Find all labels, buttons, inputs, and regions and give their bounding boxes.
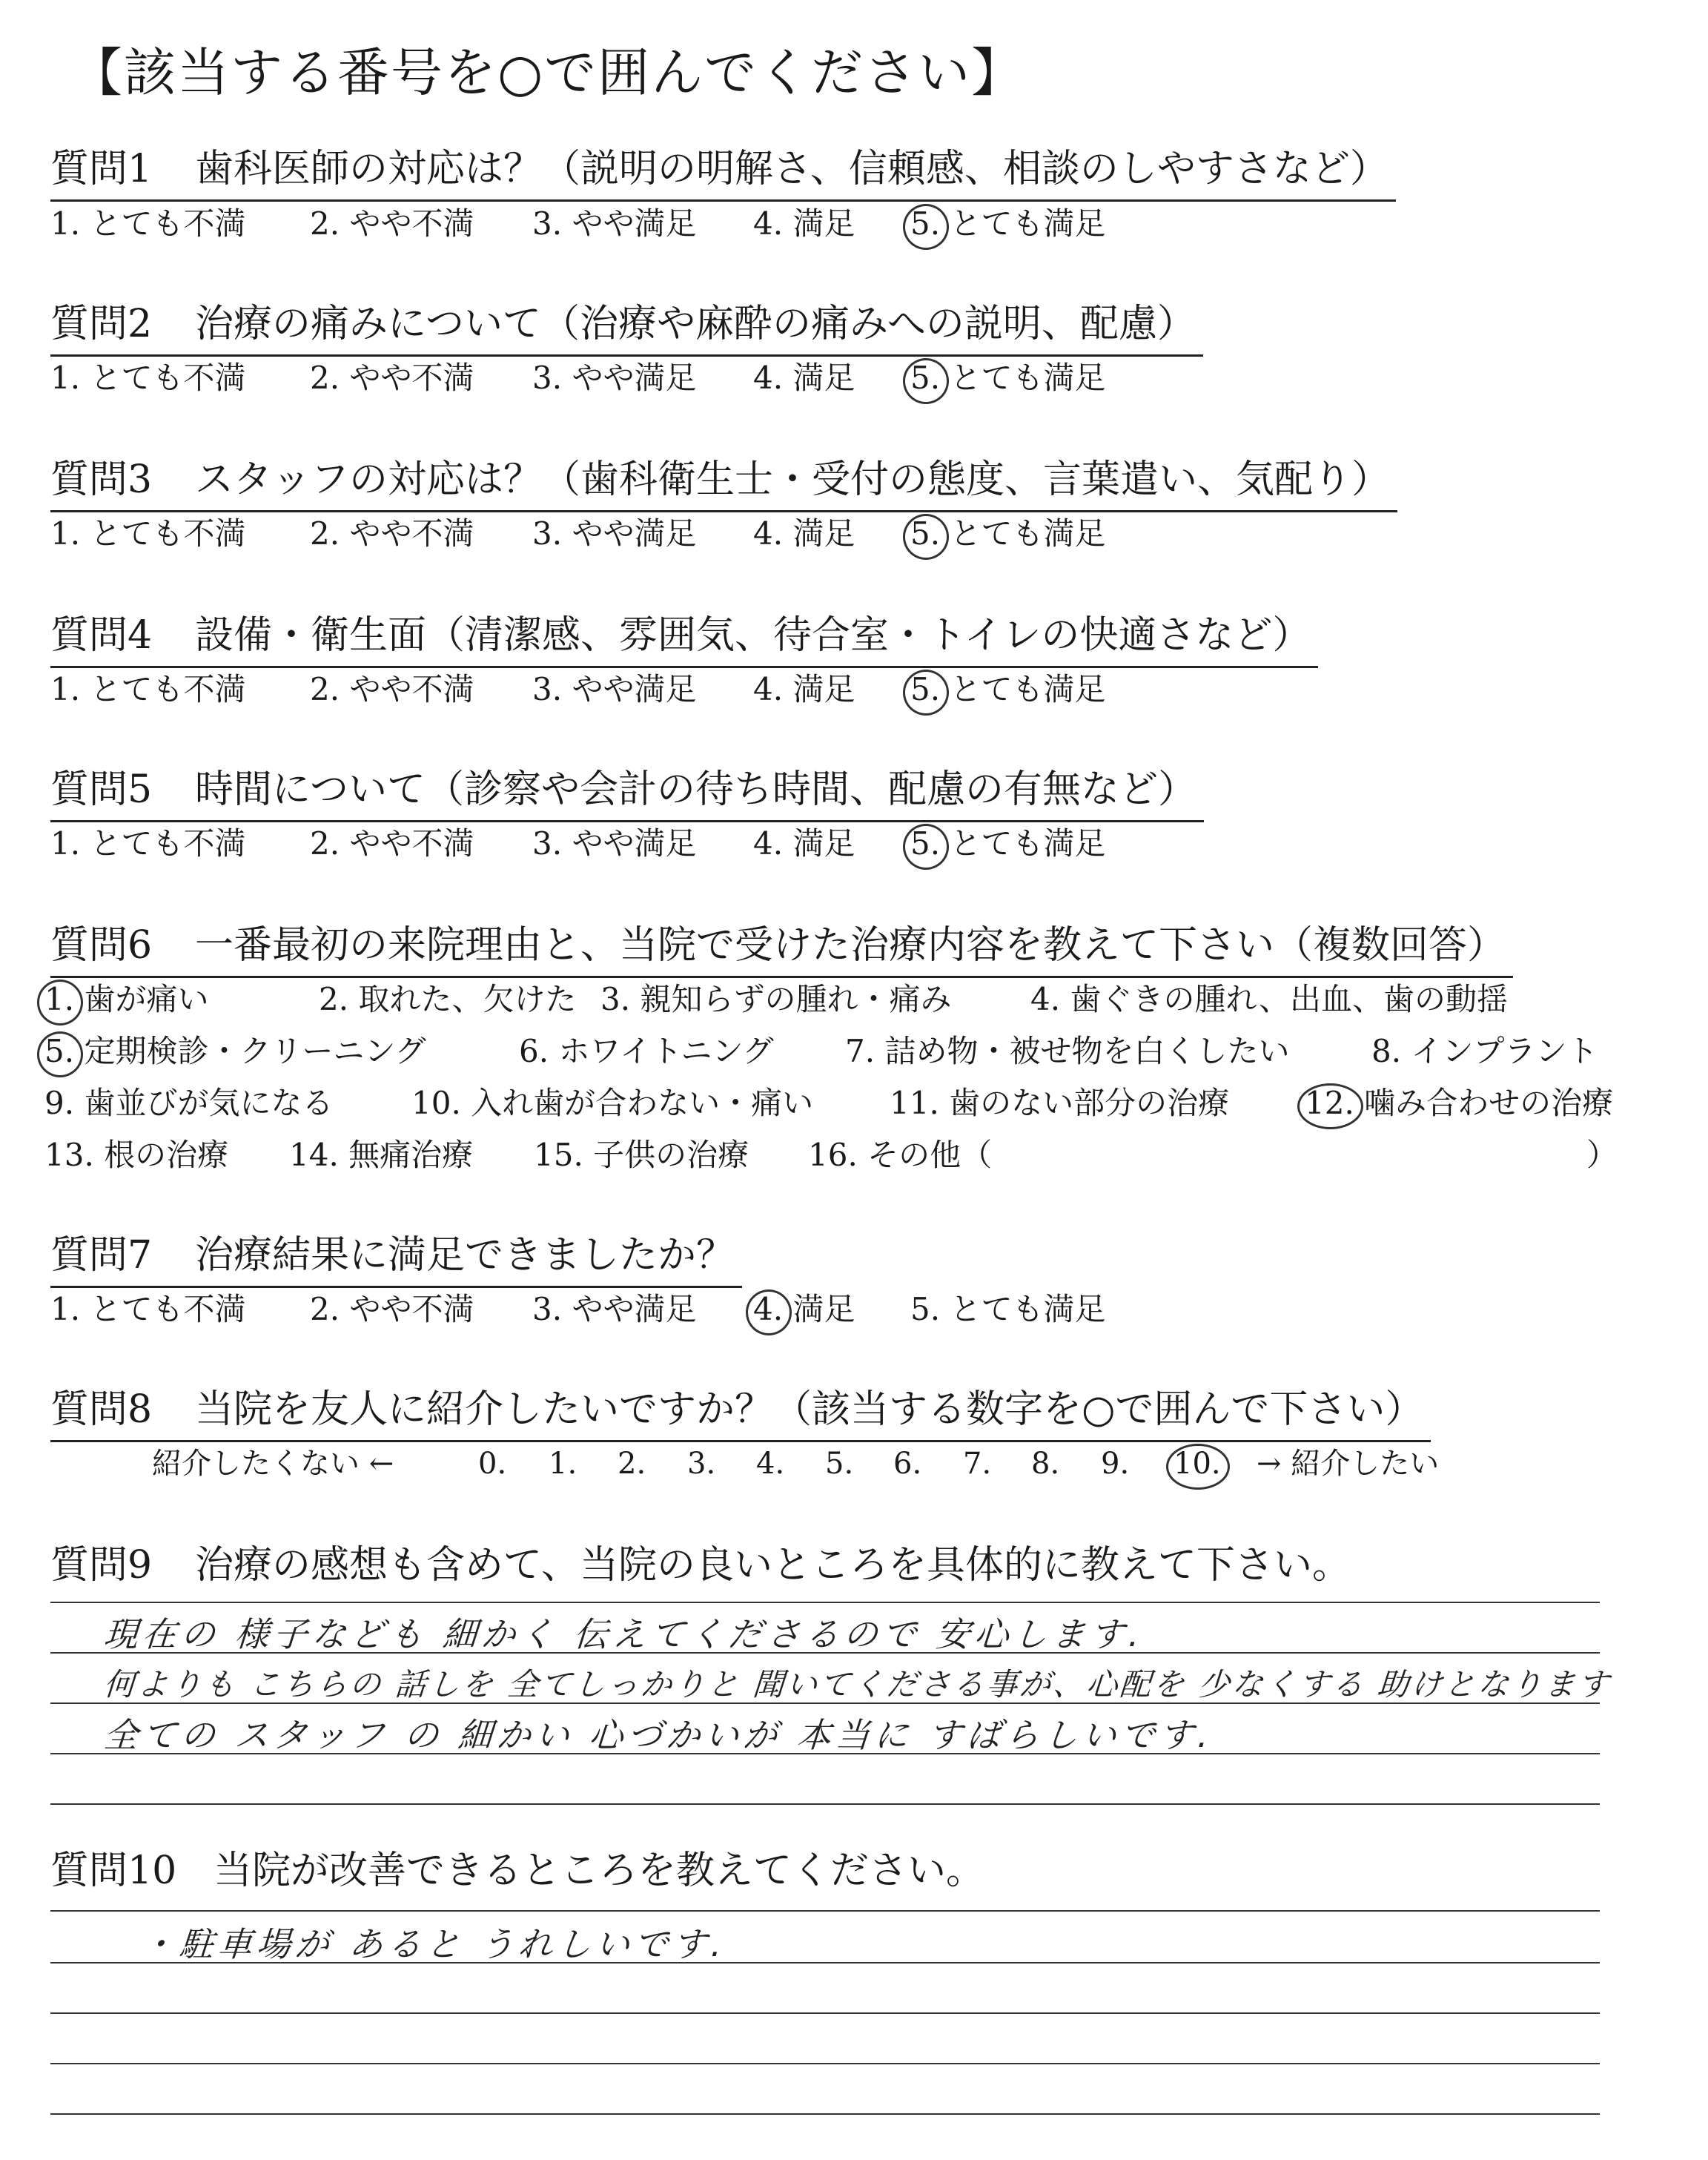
scale-number[interactable]: 0. xyxy=(478,1447,507,1481)
question-number: 質問7 xyxy=(50,1233,153,1278)
option-label: 満足 xyxy=(792,825,855,862)
question-2-heading xyxy=(50,298,1203,357)
q6-other-close-paren: ） xyxy=(1586,1137,1618,1173)
option-label: とても不満 xyxy=(90,1291,246,1327)
option-number-circled[interactable]: 5. xyxy=(44,1029,74,1074)
option-label: 親知らずの腫れ・痛み xyxy=(640,981,952,1017)
question-text: 当院が改善できるところを教えてください。 xyxy=(214,1849,985,1893)
scale-number[interactable]: 7. xyxy=(963,1447,992,1481)
option-number[interactable]: 2. xyxy=(310,825,340,862)
scale-number[interactable]: 6. xyxy=(893,1447,922,1481)
option-number[interactable]: 1. xyxy=(50,671,81,707)
question-7-heading xyxy=(50,1229,742,1288)
option-number-circled[interactable]: 5. xyxy=(910,356,940,400)
question-number: 質問10 xyxy=(50,1849,177,1893)
option-label: やや満足 xyxy=(572,825,697,862)
option-number[interactable]: 9. xyxy=(44,1085,75,1121)
recommend-scale xyxy=(152,1441,1486,1486)
option-label: 満足 xyxy=(792,205,855,242)
option-label: やや不満 xyxy=(349,671,474,707)
option-number[interactable]: 11. xyxy=(890,1085,939,1121)
option-label: 満足 xyxy=(792,360,855,396)
question-8-heading xyxy=(50,1384,1431,1442)
question-number: 質問4 xyxy=(50,613,153,658)
handwritten-answer-q9-line3: 全ての スタッフ の 細かい 心づかいが 本当に すばらしいです. xyxy=(102,1715,1215,1755)
question-10-heading xyxy=(50,1845,984,1897)
option-number[interactable]: 1. xyxy=(50,1291,81,1327)
answer-line xyxy=(50,1602,1600,1603)
rating-row-q7 xyxy=(50,1287,1237,1332)
scale-number[interactable]: 4. xyxy=(756,1447,785,1481)
option-number[interactable]: 1. xyxy=(50,360,81,396)
handwritten-answer-q9-line1: 現在の 様子なども 細かく 伝えてくださるので 安心します. xyxy=(102,1614,1146,1654)
option-label: 歯ぐきの腫れ、出血、歯の動揺 xyxy=(1070,981,1508,1017)
answer-line xyxy=(50,2113,1600,2115)
question-6-heading xyxy=(50,919,1513,978)
question-text: 治療の痛みについて（治療や麻酔の痛みへの説明、配慮） xyxy=(195,302,1196,346)
option-label: やや不満 xyxy=(349,205,474,242)
q6-row-2 xyxy=(44,1029,1675,1074)
question-number: 質問9 xyxy=(50,1543,153,1588)
option-number[interactable]: 3. xyxy=(532,671,563,707)
option-label: 詰め物・被せ物を白くしたい xyxy=(884,1033,1290,1069)
option-label: とても満足 xyxy=(950,205,1106,242)
option-number[interactable]: 1. xyxy=(50,515,81,552)
option-label: 定期検診・クリーニング xyxy=(84,1033,426,1069)
option-number[interactable]: 3. xyxy=(532,205,563,242)
option-label: 歯のない部分の治療 xyxy=(949,1085,1230,1121)
answer-line xyxy=(50,2012,1600,2014)
option-label: やや満足 xyxy=(572,671,697,707)
option-number[interactable]: 3. xyxy=(532,515,563,552)
question-number: 質問1 xyxy=(50,147,153,191)
option-number[interactable]: 10. xyxy=(411,1085,461,1121)
option-number[interactable]: 8. xyxy=(1371,1033,1402,1069)
rating-row-q5 xyxy=(50,822,1237,866)
option-number[interactable]: 4. xyxy=(1030,981,1061,1017)
option-number[interactable]: 1. xyxy=(50,205,81,242)
option-label: 取れた、欠けた xyxy=(358,981,577,1017)
option-label: 子供の治療 xyxy=(593,1137,749,1173)
handwritten-answer-q10-line1: ・駐車場が あると うれしいです. xyxy=(139,1924,728,1964)
option-label: やや不満 xyxy=(349,360,474,396)
option-label: とても満足 xyxy=(950,1291,1106,1327)
option-number-circled[interactable]: 5. xyxy=(910,202,940,246)
option-number[interactable]: 1. xyxy=(50,825,81,862)
scale-number[interactable]: 2. xyxy=(618,1447,646,1481)
question-text: 歯科医師の対応は？（説明の明解さ、信頼感、相談のしやすさなど） xyxy=(195,147,1388,191)
option-number[interactable]: 16. xyxy=(808,1137,858,1173)
option-label: とても不満 xyxy=(90,825,246,862)
option-number[interactable]: 5. xyxy=(910,1291,941,1327)
option-number[interactable]: 3. xyxy=(532,1291,563,1327)
option-label: とても不満 xyxy=(90,671,246,707)
option-label: やや満足 xyxy=(572,1291,697,1327)
option-label: とても不満 xyxy=(90,515,246,552)
option-label: その他（ xyxy=(867,1137,993,1173)
option-number[interactable]: 3. xyxy=(532,825,563,862)
option-number[interactable]: 3. xyxy=(532,360,563,396)
option-label: やや満足 xyxy=(572,360,697,396)
question-number: 質問8 xyxy=(50,1387,153,1432)
option-number-circled[interactable]: 1. xyxy=(44,977,74,1022)
scale-number[interactable]: 3. xyxy=(687,1447,716,1481)
question-5-heading xyxy=(50,764,1204,822)
option-label: とても不満 xyxy=(90,360,246,396)
option-number-circled[interactable]: 5. xyxy=(910,667,940,712)
rating-row-q4 xyxy=(50,667,1237,712)
question-number: 質問2 xyxy=(50,302,153,346)
question-text: 一番最初の来院理由と、当院で受けた治療内容を教えて下さい（複数回答） xyxy=(195,923,1506,968)
question-1-heading xyxy=(50,143,1396,202)
option-label: 満足 xyxy=(792,515,855,552)
handwritten-answer-q9-line2: 何よりも こちらの 話しを 全てしっかりと 聞いてくださる事が、心配を 少なくする 助けとなります xyxy=(102,1666,1612,1702)
scale-right-label: → 紹介したい xyxy=(1257,1447,1440,1481)
question-9-heading xyxy=(50,1539,1351,1591)
question-4-heading xyxy=(50,610,1318,668)
option-label: とても満足 xyxy=(950,671,1106,707)
option-number[interactable]: 2. xyxy=(310,205,340,242)
option-label: ホワイトニング xyxy=(558,1033,774,1069)
option-number[interactable]: 2. xyxy=(310,1291,340,1327)
option-label: 無痛治療 xyxy=(348,1137,474,1173)
option-label: 満足 xyxy=(792,1291,855,1327)
option-label: やや不満 xyxy=(349,515,474,552)
option-number[interactable]: 4. xyxy=(753,205,784,242)
scale-number[interactable]: 9. xyxy=(1101,1447,1130,1481)
option-label: とても満足 xyxy=(950,515,1106,552)
option-label: とても不満 xyxy=(90,205,246,242)
option-label: インプラント xyxy=(1411,1033,1598,1069)
question-text: スタッフの対応は？（歯科衛生士・受付の態度、言葉遣い、気配り） xyxy=(195,458,1391,502)
option-number[interactable]: 2. xyxy=(319,981,349,1017)
option-number[interactable]: 13. xyxy=(44,1137,94,1173)
option-number[interactable]: 4. xyxy=(753,825,784,862)
q6-row-3 xyxy=(44,1081,1705,1126)
scale-number-circled[interactable]: 10. xyxy=(1174,1441,1221,1486)
question-text: 時間について（診察や会計の待ち時間、配慮の有無など） xyxy=(195,767,1196,812)
option-number[interactable]: 15. xyxy=(534,1137,583,1173)
answer-line xyxy=(50,1910,1600,1912)
option-number[interactable]: 6. xyxy=(519,1033,549,1069)
option-label: 入れ歯が合わない・痛い xyxy=(471,1085,814,1121)
page-title: 【該当する番号を○で囲んでください】 xyxy=(70,42,1025,103)
answer-line xyxy=(50,1803,1600,1805)
option-number[interactable]: 4. xyxy=(753,671,784,707)
option-label: とても満足 xyxy=(950,825,1106,862)
option-number-circled[interactable]: 4. xyxy=(753,1287,783,1332)
option-number[interactable]: 4. xyxy=(753,360,784,396)
option-number[interactable]: 2. xyxy=(310,360,340,396)
option-number-circled[interactable]: 5. xyxy=(910,822,940,866)
question-3-heading xyxy=(50,454,1397,512)
answer-line xyxy=(50,2063,1600,2064)
rating-row-q2 xyxy=(50,356,1237,400)
option-label: やや不満 xyxy=(349,1291,474,1327)
question-text: 治療結果に満足できましたか？ xyxy=(195,1233,735,1278)
option-label: とても満足 xyxy=(950,360,1106,396)
option-label: 歯が痛い xyxy=(84,981,209,1017)
option-number[interactable]: 2. xyxy=(310,671,340,707)
option-number[interactable]: 14. xyxy=(289,1137,339,1173)
scale-number[interactable]: 1. xyxy=(549,1447,577,1481)
question-text: 治療の感想も含めて、当院の良いところを具体的に教えて下さい。 xyxy=(195,1543,1351,1588)
scale-number[interactable]: 5. xyxy=(825,1447,854,1481)
scale-left-label: 紹介したくない ← xyxy=(152,1447,394,1481)
option-label: 噛み合わせの治療 xyxy=(1364,1085,1614,1121)
option-number[interactable]: 2. xyxy=(310,515,340,552)
scale-number[interactable]: 8. xyxy=(1031,1447,1060,1481)
rating-row-q3 xyxy=(50,512,1237,556)
option-number[interactable]: 4. xyxy=(753,515,784,552)
option-label: 満足 xyxy=(792,671,855,707)
option-label: 根の治療 xyxy=(104,1137,229,1173)
question-text: 設備・衛生面（清潔感、雰囲気、待合室・トイレの快適さなど） xyxy=(195,613,1311,658)
option-number[interactable]: 7. xyxy=(845,1033,875,1069)
option-label: やや満足 xyxy=(572,515,697,552)
option-number[interactable]: 3. xyxy=(600,981,631,1017)
question-text: 当院を友人に紹介したいですか？（該当する数字を○で囲んで下さい） xyxy=(195,1387,1424,1432)
question-number: 質問3 xyxy=(50,458,153,502)
q6-row-4 xyxy=(44,1133,1675,1178)
option-label: やや不満 xyxy=(349,825,474,862)
option-number-circled[interactable]: 5. xyxy=(910,512,940,556)
option-label: やや満足 xyxy=(572,205,697,242)
question-number: 質問5 xyxy=(50,767,153,812)
rating-row-q1 xyxy=(50,202,1237,246)
option-label: 歯並びが気になる xyxy=(84,1085,334,1121)
question-number: 質問6 xyxy=(50,923,153,968)
q6-row-1 xyxy=(44,977,1675,1022)
option-number-circled[interactable]: 12. xyxy=(1305,1081,1354,1126)
